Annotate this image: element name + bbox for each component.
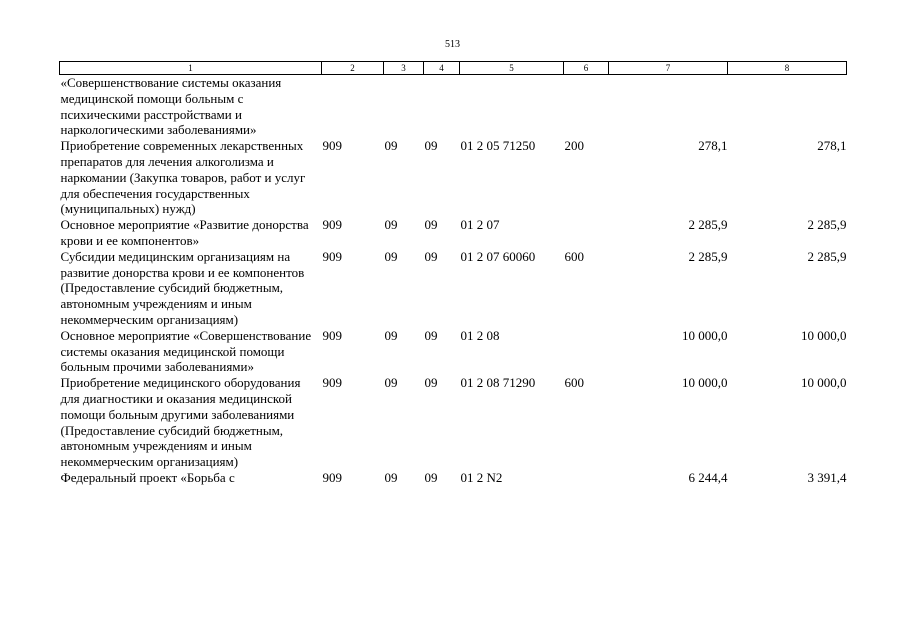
cell-section: 09 (384, 248, 398, 264)
cell-expense-type: 200 (564, 138, 584, 154)
cell-section: 09 (384, 327, 398, 343)
cell-amount-2: 278,1 (817, 138, 847, 154)
cell-amount-1: 10 000,0 (682, 327, 728, 343)
table-header-row (60, 62, 847, 75)
cell-amount-1: 2 285,9 (688, 217, 728, 233)
column-header: 8 (728, 62, 847, 75)
cell-section (384, 75, 424, 139)
cell-amount-2: 2 285,9 (807, 248, 847, 264)
cell-amount-1: 2 285,9 (688, 248, 728, 264)
cell-expense-type: 600 (564, 248, 584, 264)
table-row (60, 75, 847, 139)
column-header: 4 (424, 62, 460, 75)
table-row (60, 470, 847, 486)
row-name: «Совершенствование системы оказания медицинской помощи больным с психическими расстройствами и наркологическими заболеваниями» (60, 75, 282, 138)
column-header: 6 (564, 62, 609, 75)
row-name: Субсидии медицинским организациям на развитие донорства крови и ее компонентов (Предоставление субсидий бюджетным, автономным учреждениям и иным некоммерческим организациям) (60, 248, 305, 327)
column-header: 3 (384, 62, 424, 75)
cell-expense-type (564, 75, 609, 139)
cell-amount-1: 278,1 (698, 138, 728, 154)
cell-expense-type (564, 328, 609, 375)
cell-amount-2: 10 000,0 (801, 327, 847, 343)
row-name: Приобретение современных лекарственных препаратов для лечения алкоголизма и наркомании (Закупка товаров, работ и услуг для обеспечения государственных (муниципальных) нужд) (60, 138, 306, 217)
cell-subsection: 09 (424, 248, 438, 264)
cell-amount-1: 6 244,4 (688, 469, 728, 485)
budget-table (59, 61, 847, 486)
cell-subsection: 09 (424, 217, 438, 233)
cell-amount-2: 2 285,9 (807, 217, 847, 233)
cell-target-article: 01 2 N2 (460, 469, 503, 485)
row-name: Основное мероприятие «Развитие донорства крови и ее компонентов» (60, 217, 309, 248)
cell-expense-type (564, 470, 609, 486)
cell-code (322, 75, 384, 139)
cell-target-article: 01 2 07 60060 (460, 248, 536, 264)
cell-subsection: 09 (424, 375, 438, 391)
table-row (60, 217, 847, 249)
column-header: 7 (609, 62, 728, 75)
cell-target-article (460, 75, 564, 139)
cell-target-article: 01 2 08 (460, 327, 500, 343)
cell-amount-2: 3 391,4 (807, 469, 847, 485)
row-name: Основное мероприятие «Совершенствование системы оказания медицинской помощи больным прочими заболеваниями» (60, 327, 312, 375)
column-header: 2 (322, 62, 384, 75)
page-number: 513 (445, 39, 460, 50)
cell-amount-2: 10 000,0 (801, 375, 847, 391)
cell-expense-type (564, 217, 609, 249)
table-row (60, 249, 847, 328)
cell-section: 09 (384, 469, 398, 485)
cell-target-article: 01 2 08 71290 (460, 375, 536, 391)
row-name: Приобретение медицинского оборудования для диагностики и оказания медицинской помощи больным другими заболеваниями (Предоставление субсидий бюджетным, автономным учреждениям и иным некоммерческим организациям) (60, 375, 301, 470)
cell-section: 09 (384, 375, 398, 391)
cell-subsection: 09 (424, 138, 438, 154)
cell-code: 909 (322, 248, 342, 264)
cell-code: 909 (322, 375, 342, 391)
cell-code: 909 (322, 469, 342, 485)
cell-subsection: 09 (424, 327, 438, 343)
cell-expense-type: 600 (564, 375, 584, 391)
cell-target-article: 01 2 05 71250 (460, 138, 536, 154)
column-header: 5 (460, 62, 564, 75)
cell-code: 909 (322, 327, 342, 343)
cell-amount-1 (609, 75, 728, 139)
cell-code: 909 (322, 217, 342, 233)
cell-subsection (424, 75, 460, 139)
table-row (60, 375, 847, 470)
cell-target-article: 01 2 07 (460, 217, 500, 233)
cell-subsection: 09 (424, 469, 438, 485)
cell-code: 909 (322, 138, 342, 154)
table-row (60, 138, 847, 217)
row-name: Федеральный проект «Борьба с (60, 469, 235, 485)
cell-amount-2 (728, 75, 847, 139)
cell-section: 09 (384, 138, 398, 154)
column-header: 1 (60, 62, 322, 75)
cell-section: 09 (384, 217, 398, 233)
cell-amount-1: 10 000,0 (682, 375, 728, 391)
table-row (60, 328, 847, 375)
